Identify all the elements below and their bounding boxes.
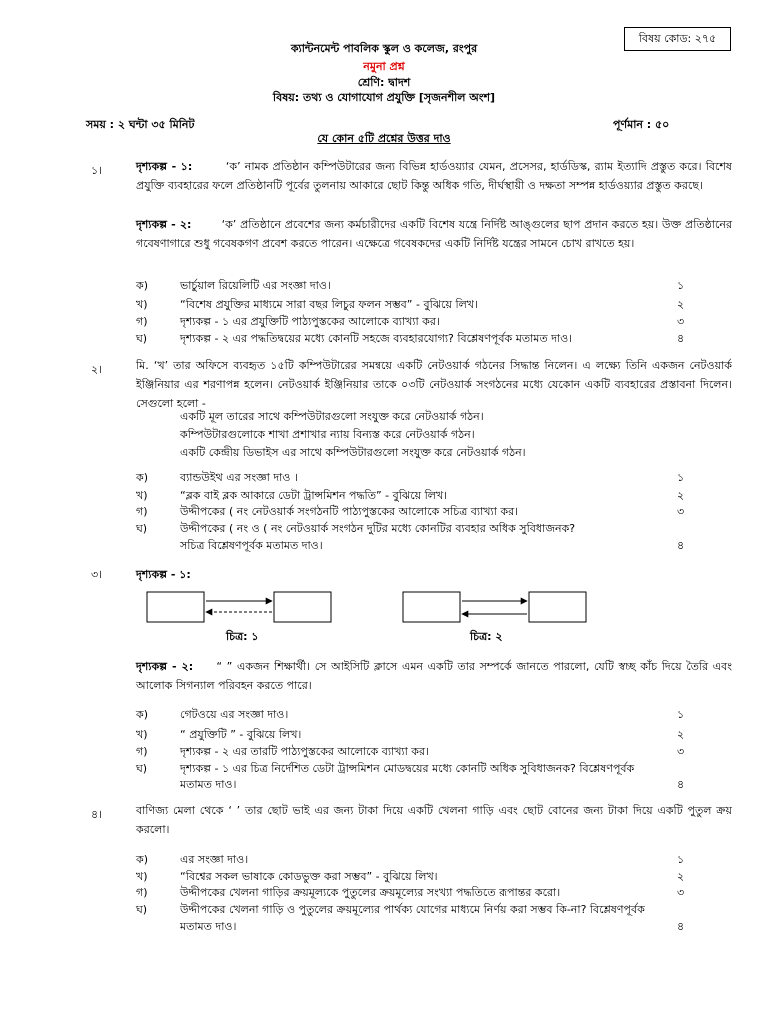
- q3-scenario-2-label: দৃশ্যকল্প - ২:: [136, 660, 194, 673]
- q2-stimulus: মি. ‘খ’ তার অফিসে ব্যবহৃত ১৫টি কম্পিউটারের সমন্বয়ে একটি নেটওয়ার্ক গঠনের সিদ্ধান্ত নিলেন। এ লক্ষ্যে তিনি একজন নেটওয়ার্ক ইঞ্জিনিয়ার এর শরণাপন্ন হলেন। নেটওয়ার্ক ইঞ্জিনিয়ার তাকে ০৩টি নেটওয়ার্ক সংগঠনের মধ্যে যেকোন একটি ব্যবহারের প্রস্তাবনা দিলেন। সেগুলো হলো -: [136, 359, 732, 410]
- q4-sub-kha-text: “বিশ্বের সকল ভাষাকে কোডভুক্ত করা সম্ভব” - বুঝিয়ে লিখ।: [180, 870, 438, 883]
- instruction: যে কোন ৫টি প্রশ্নের উত্তর দাও: [317, 132, 451, 145]
- q1-sub-gha-mark: ৪: [677, 332, 685, 345]
- question-number-3: ৩।: [91, 568, 103, 581]
- q4-sub-gha-cont: মতামত দাও।: [180, 920, 237, 933]
- q1-scenario-2-text: ‘ক’ প্রতিষ্ঠানে প্রবেশের জন্য কর্মচারীদের একটি বিশেষ যন্ত্রে নির্দিষ্ট আঙ্গুলের ছাপ প্রদান করতে হয়। উক্ত প্রতিষ্ঠানের গবেষণাগারে শুধু গবেষকগণ প্রবেশ করতে পারেন। এক্ষেত্রে গবেষকদের একটি নির্দিষ্ট যন্ত্রের সামনে চোখ রাখতে হয়।: [136, 218, 732, 250]
- q1-scenario-2-label: দৃশ্যকল্প - ২:: [136, 218, 192, 231]
- q3-scenario-2-text: “ ” একজন শিক্ষার্থী। সে আইসিটি ক্লাসে এমন একটি তার সম্পর্কে জানতে পারলো, যেটি স্বচ্ছ কাঁচ দিয়ে তৈরি এবং আলোক সিগন্যাল পরিবহন করতে পারে।: [136, 660, 732, 692]
- q3-scenario-1-label: দৃশ্যকল্প - ১:: [136, 568, 191, 581]
- q3-sub-ga-mark: ৩: [677, 745, 685, 758]
- q3-sub-gha-cont: মতামত দাও।: [180, 778, 237, 791]
- q4-sub-ka-label: ক): [136, 853, 148, 866]
- subject-code-box: বিষয় কোড: ২৭৫: [624, 27, 731, 51]
- q2-option-3: একটি কেন্দ্রীয় ডিভাইস এর সাথে কম্পিউটারগুলো সংযুক্ত করে নেটওয়ার্ক গঠন।: [180, 446, 526, 459]
- q1-sub-kha-mark: ২: [677, 298, 685, 311]
- figure-2-caption: চিত্র: ২: [470, 630, 503, 643]
- q2-sub-kha-label: খ): [136, 489, 148, 502]
- q4-sub-gha-text: উদ্দীপকের খেলনা গাড়ি ও পুতুলের ক্রয়মূল্যের পার্থক্য যোগের মাধ্যমে নির্ণয় করা সম্ভব কি-না? বিশ্লেষণপূর্বক: [180, 903, 645, 916]
- q1-sub-ka-label: ক): [136, 279, 148, 292]
- q1-sub-ga-label: গ): [136, 315, 148, 328]
- q1-sub-ga-text: দৃশ্যকল্প - ১ এর প্রযুক্তিটি পাঠ্যপুস্তকের আলোকে ব্যাখ্যা কর।: [180, 315, 440, 328]
- sample-question-title: নমুনা প্রশ্ন: [363, 60, 405, 73]
- q2-sub-gha-cont: সচিত্র বিশ্লেষণপূর্বক মতামত দাও।: [180, 539, 323, 552]
- q2-sub-kha-mark: ২: [677, 489, 685, 502]
- q3-figures: [146, 590, 736, 626]
- q3-sub-ka-mark: ১: [677, 708, 685, 721]
- q1-scenario-2: [136, 215, 732, 253]
- fig2-device-left: [403, 592, 460, 622]
- q1-sub-gha-label: ঘ): [136, 332, 148, 345]
- q2-sub-kha-text: “ব্লক বাই ব্লক আকারে ডেটা ট্রান্সমিশন পদ্ধতি” - বুঝিয়ে লিখ।: [180, 489, 448, 502]
- q1-sub-ga-mark: ৩: [677, 315, 685, 328]
- question-number-4: ৪।: [91, 808, 103, 821]
- q2-option-2: কম্পিউটারগুলোকে শাখা প্রশাখার ন্যায় বিন্যস্ত করে নেটওয়ার্ক গঠন।: [180, 428, 475, 441]
- q3-sub-gha-mark: ৪: [677, 778, 685, 791]
- question-number-2: ২।: [91, 363, 103, 376]
- q2-option-1: একটি মূল তারের সাথে কম্পিউটারগুলো সংযুক্ত করে নেটওয়ার্ক গঠন।: [180, 410, 484, 423]
- q4-sub-gha-label: ঘ): [136, 903, 148, 916]
- q4-stimulus: বাণিজ্য মেলা থেকে ‘ ’ তার ছোট ভাই এর জন্য টাকা দিয়ে একটি খেলনা গাড়ি এবং ছোট বোনের জন্য টাকা দিয়ে একটি পুতুল ক্রয় করলো।: [136, 804, 732, 836]
- q1-sub-kha-text: “বিশেষ প্রযুক্তির মাধ্যমে সারা বছর লিচুর ফলন সম্ভব” - বুঝিয়ে লিখ।: [180, 298, 478, 311]
- question-number-1: ১।: [91, 164, 103, 177]
- q4-sub-ka-text: এর সংজ্ঞা দাও।: [180, 853, 249, 866]
- q4-sub-gha-mark: ৪: [677, 920, 685, 933]
- school-name: ক্যান্টনমেন্ট পাবলিক স্কুল ও কলেজ, রংপুর: [290, 42, 478, 55]
- q3-scenario-2: [136, 657, 732, 695]
- class-label: শ্রেণি: দ্বাদশ: [357, 76, 411, 89]
- q3-sub-gha-label: ঘ): [136, 762, 148, 775]
- q2-sub-ga-label: গ): [136, 505, 148, 518]
- q1-sub-ka-text: ভার্চুয়াল রিয়েলিটি এর সংজ্ঞা দাও।: [180, 279, 331, 292]
- q4-sub-ga-label: গ): [136, 886, 148, 899]
- q4-sub-ga-text: উদ্দীপকের খেলনা গাড়ির ক্রয়মূল্যকে পুতুলের ক্রয়মূল্যের সংখ্যা পদ্ধতিতে রূপান্তর করো।: [180, 886, 561, 899]
- q2-sub-ka-text: ব্যান্ডউইথ এর সংজ্ঞা দাও ।: [180, 471, 298, 484]
- q3-sub-ga-text: দৃশ্যকল্প - ২ এর তারটি পাঠ্যপুস্তকের আলোকে ব্যাখ্যা কর।: [180, 745, 429, 758]
- q2-sub-ka-mark: ১: [677, 471, 685, 484]
- fig2-device-right: [529, 592, 586, 622]
- full-marks-label: পূর্ণমান : ৫০: [613, 118, 670, 131]
- q1-sub-ka-mark: ১: [677, 279, 685, 292]
- q4-sub-kha-mark: ২: [677, 870, 685, 883]
- q3-sub-gha-text: দৃশ্যকল্প - ১ এর চিত্র নির্দেশিত ডেটা ট্রান্সমিশন মোডদ্বয়ের মধ্যে কোনটি অধিক সুবিধাজনক? বিশ্লেষণপূর্বক: [180, 762, 635, 775]
- subject-label: বিষয়: তথ্য ও যোগাযোগ প্রযুক্তি [সৃজনশীল অংশ]: [272, 91, 496, 104]
- time-label: সময় : ২ ঘন্টা ৩৫ মিনিট: [86, 118, 195, 131]
- q4-sub-ga-mark: ৩: [677, 886, 685, 899]
- q3-sub-kha-label: খ): [136, 728, 148, 741]
- fig1-device-left: [147, 592, 204, 622]
- q2-sub-ga-text: উদ্দীপকের ( নং নেটওয়ার্ক সংগঠনটি পাঠ্যপুস্তকের আলোকে সচিত্র ব্যাখ্যা কর।: [180, 505, 519, 518]
- q3-sub-kha-mark: ২: [677, 728, 685, 741]
- q1-scenario-1: [136, 157, 732, 195]
- q2-sub-ka-label: ক): [136, 471, 148, 484]
- q1-scenario-1-label: দৃশ্যকল্প - ১:: [136, 160, 193, 173]
- q2-sub-gha-label: ঘ): [136, 522, 148, 535]
- fig1-device-right: [274, 592, 331, 622]
- q3-sub-kha-text: “ প্রযুক্তিটি ” - বুঝিয়ে লিখ।: [180, 728, 302, 741]
- q3-sub-ka-text: গেটওয়ে এর সংজ্ঞা দাও।: [180, 708, 289, 721]
- q2-sub-gha-text: উদ্দীপকের ( নং ও ( নং নেটওয়ার্ক সংগঠন দুটির মধ্যে কোনটির ব্যবহার অধিক সুবিধাজনক?: [180, 522, 576, 535]
- q2-sub-ga-mark: ৩: [677, 505, 685, 518]
- q4-sub-kha-label: খ): [136, 870, 148, 883]
- q4-sub-ka-mark: ১: [677, 853, 685, 866]
- q3-sub-ka-label: ক): [136, 708, 148, 721]
- q1-sub-gha-text: দৃশ্যকল্প - ২ এর পদ্ধতিদ্বয়ের মধ্যে কোনটি সহজে ব্যবহারযোগ্য? বিশ্লেষণপূর্বক মতামত দাও।: [180, 332, 573, 345]
- q1-sub-kha-label: খ): [136, 298, 148, 311]
- q2-sub-gha-mark: ৪: [677, 539, 685, 552]
- figure-1-caption: চিত্র: ১: [226, 630, 259, 643]
- q3-sub-ga-label: গ): [136, 745, 148, 758]
- q1-scenario-1-text: ‘ক’ নামক প্রতিষ্ঠান কম্পিউটারের জন্য বিভিন্ন হার্ডওয়্যার যেমন, প্রসেসর, হার্ডডিস্ক, র‍্যাম ইত্যাদি প্রস্তুত করে। বিশেষ প্রযুক্তি ব্যবহারের ফলে প্রতিষ্ঠানটি পূর্বের তুলনায় আকারে ছোট কিন্তু অধিক গতি, দীর্ঘস্থায়ী ও দক্ষতা সম্পন্ন হার্ডওয়্যার প্রস্তুত করছে।: [136, 160, 732, 192]
